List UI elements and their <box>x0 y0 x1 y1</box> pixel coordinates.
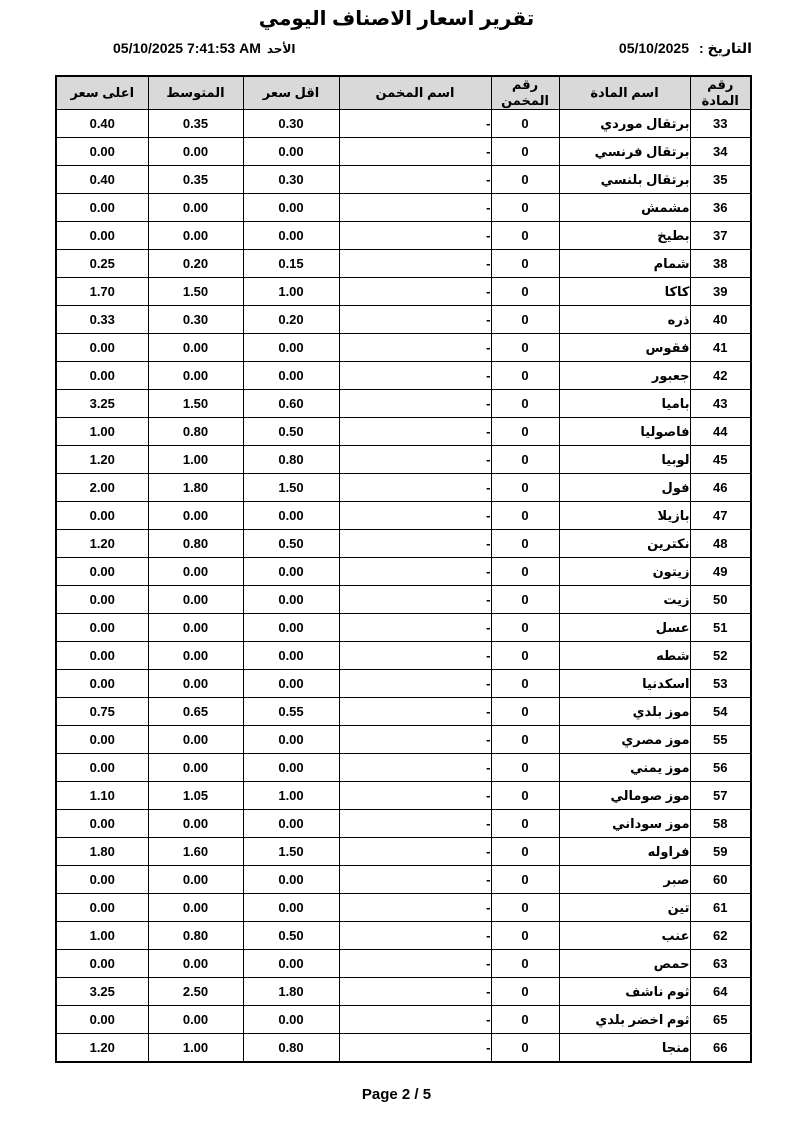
assessor-name-cell: - <box>339 642 491 670</box>
item-name-cell: شطه <box>559 642 690 670</box>
assessor-no-cell: 0 <box>491 558 559 586</box>
table-row <box>56 950 751 978</box>
item-no-cell: 66 <box>690 1034 751 1063</box>
max-price-cell: 0.40 <box>56 110 148 138</box>
max-price-cell: 0.00 <box>56 194 148 222</box>
item-name-cell: جعبور <box>559 362 690 390</box>
min-price-cell: 0.50 <box>243 922 339 950</box>
item-no-cell: 55 <box>690 726 751 754</box>
item-no-cell: 36 <box>690 194 751 222</box>
assessor-no-cell: 0 <box>491 334 559 362</box>
assessor-name-cell: - <box>339 698 491 726</box>
avg-price-cell: 0.00 <box>148 1006 243 1034</box>
date-label: التاريخ : <box>699 40 752 56</box>
table-row <box>56 810 751 838</box>
assessor-name-cell: - <box>339 110 491 138</box>
item-no-cell: 39 <box>690 278 751 306</box>
item-name-cell: تين <box>559 894 690 922</box>
item-name-cell: منجا <box>559 1034 690 1063</box>
max-price-cell: 0.00 <box>56 586 148 614</box>
min-price-cell: 0.00 <box>243 1006 339 1034</box>
max-price-cell: 0.00 <box>56 334 148 362</box>
assessor-name-cell: - <box>339 558 491 586</box>
assessor-name-cell: - <box>339 474 491 502</box>
assessor-name-cell: - <box>339 922 491 950</box>
assessor-no-cell: 0 <box>491 810 559 838</box>
header-item-name: اسم المادة <box>559 76 690 110</box>
assessor-no-cell: 0 <box>491 110 559 138</box>
price-table <box>55 75 752 1063</box>
max-price-cell: 0.00 <box>56 754 148 782</box>
avg-price-cell: 0.00 <box>148 614 243 642</box>
min-price-cell: 0.00 <box>243 950 339 978</box>
avg-price-cell: 0.00 <box>148 754 243 782</box>
avg-price-cell: 0.65 <box>148 698 243 726</box>
max-price-cell: 3.25 <box>56 978 148 1006</box>
max-price-cell: 0.00 <box>56 502 148 530</box>
item-name-cell: اسكدنيا <box>559 670 690 698</box>
assessor-no-cell: 0 <box>491 278 559 306</box>
item-name-cell: موز صومالي <box>559 782 690 810</box>
max-price-cell: 1.00 <box>56 922 148 950</box>
min-price-cell: 0.00 <box>243 334 339 362</box>
item-no-cell: 43 <box>690 390 751 418</box>
avg-price-cell: 1.05 <box>148 782 243 810</box>
assessor-no-cell: 0 <box>491 726 559 754</box>
assessor-name-cell: - <box>339 362 491 390</box>
min-price-cell: 1.00 <box>243 278 339 306</box>
item-no-cell: 50 <box>690 586 751 614</box>
item-name-cell: عسل <box>559 614 690 642</box>
print-datetime <box>113 40 296 56</box>
avg-price-cell: 0.00 <box>148 894 243 922</box>
min-price-cell: 0.15 <box>243 250 339 278</box>
avg-price-cell: 0.80 <box>148 418 243 446</box>
max-price-cell: 0.40 <box>56 166 148 194</box>
avg-price-cell: 0.35 <box>148 110 243 138</box>
header-assessor-no: رقم المخمن <box>491 76 559 110</box>
min-price-cell: 0.50 <box>243 530 339 558</box>
min-price-cell: 0.50 <box>243 418 339 446</box>
header-avg-price: المتوسط <box>148 76 243 110</box>
assessor-no-cell: 0 <box>491 782 559 810</box>
assessor-no-cell: 0 <box>491 866 559 894</box>
avg-price-cell: 0.80 <box>148 530 243 558</box>
date-row <box>0 40 793 60</box>
assessor-no-cell: 0 <box>491 922 559 950</box>
min-price-cell: 0.00 <box>243 894 339 922</box>
assessor-no-cell: 0 <box>491 670 559 698</box>
avg-price-cell: 0.00 <box>148 362 243 390</box>
avg-price-cell: 0.00 <box>148 726 243 754</box>
assessor-name-cell: - <box>339 950 491 978</box>
item-name-cell: موز مصري <box>559 726 690 754</box>
item-no-cell: 33 <box>690 110 751 138</box>
assessor-name-cell: - <box>339 586 491 614</box>
table-row <box>56 866 751 894</box>
item-no-cell: 40 <box>690 306 751 334</box>
avg-price-cell: 0.00 <box>148 222 243 250</box>
avg-price-cell: 1.00 <box>148 446 243 474</box>
avg-price-cell: 0.35 <box>148 166 243 194</box>
assessor-name-cell: - <box>339 306 491 334</box>
item-name-cell: فول <box>559 474 690 502</box>
item-name-cell: فقوس <box>559 334 690 362</box>
table-row <box>56 838 751 866</box>
min-price-cell: 0.00 <box>243 614 339 642</box>
item-name-cell: برتقال بلنسي <box>559 166 690 194</box>
header-min-price: اقل سعر <box>243 76 339 110</box>
assessor-no-cell: 0 <box>491 222 559 250</box>
item-name-cell: بازيلا <box>559 502 690 530</box>
max-price-cell: 0.00 <box>56 866 148 894</box>
max-price-cell: 0.00 <box>56 950 148 978</box>
table-row <box>56 614 751 642</box>
page-number: Page 2 / 5 <box>361 1086 432 1103</box>
item-no-cell: 59 <box>690 838 751 866</box>
table-row <box>56 250 751 278</box>
assessor-name-cell: - <box>339 978 491 1006</box>
min-price-cell: 0.80 <box>243 446 339 474</box>
max-price-cell: 1.00 <box>56 418 148 446</box>
table-row <box>56 558 751 586</box>
avg-price-cell: 0.00 <box>148 866 243 894</box>
table-row <box>56 446 751 474</box>
table-header-row <box>56 76 751 110</box>
date-value: 05/10/2025 <box>618 40 689 56</box>
item-name-cell: موز يمني <box>559 754 690 782</box>
weekday-label: الأحد <box>266 42 296 56</box>
item-no-cell: 56 <box>690 754 751 782</box>
table-row <box>56 642 751 670</box>
max-price-cell: 0.00 <box>56 614 148 642</box>
table-row <box>56 390 751 418</box>
assessor-no-cell: 0 <box>491 642 559 670</box>
avg-price-cell: 0.00 <box>148 642 243 670</box>
table-row <box>56 418 751 446</box>
avg-price-cell: 1.50 <box>148 278 243 306</box>
item-name-cell: مشمش <box>559 194 690 222</box>
item-name-cell: ذره <box>559 306 690 334</box>
min-price-cell: 0.30 <box>243 110 339 138</box>
table-row <box>56 306 751 334</box>
assessor-no-cell: 0 <box>491 474 559 502</box>
assessor-name-cell: - <box>339 866 491 894</box>
assessor-no-cell: 0 <box>491 530 559 558</box>
avg-price-cell: 1.60 <box>148 838 243 866</box>
assessor-no-cell: 0 <box>491 1034 559 1063</box>
max-price-cell: 0.00 <box>56 810 148 838</box>
max-price-cell: 0.00 <box>56 894 148 922</box>
avg-price-cell: 0.00 <box>148 558 243 586</box>
table-row <box>56 110 751 138</box>
avg-price-cell: 0.30 <box>148 306 243 334</box>
item-no-cell: 63 <box>690 950 751 978</box>
item-no-cell: 53 <box>690 670 751 698</box>
item-name-cell: موز بلدي <box>559 698 690 726</box>
min-price-cell: 0.60 <box>243 390 339 418</box>
header-max-price: اعلى سعر <box>56 76 148 110</box>
table-row <box>56 222 751 250</box>
assessor-name-cell: - <box>339 138 491 166</box>
assessor-name-cell: - <box>339 838 491 866</box>
min-price-cell: 0.00 <box>243 670 339 698</box>
min-price-cell: 0.00 <box>243 222 339 250</box>
min-price-cell: 0.00 <box>243 754 339 782</box>
min-price-cell: 0.00 <box>243 586 339 614</box>
item-no-cell: 57 <box>690 782 751 810</box>
item-no-cell: 37 <box>690 222 751 250</box>
item-name-cell: شمام <box>559 250 690 278</box>
item-no-cell: 51 <box>690 614 751 642</box>
item-name-cell: لوبيا <box>559 446 690 474</box>
min-price-cell: 0.00 <box>243 138 339 166</box>
table-row <box>56 334 751 362</box>
assessor-name-cell: - <box>339 726 491 754</box>
item-no-cell: 41 <box>690 334 751 362</box>
assessor-no-cell: 0 <box>491 754 559 782</box>
table-row <box>56 726 751 754</box>
assessor-name-cell: - <box>339 390 491 418</box>
max-price-cell: 0.00 <box>56 1006 148 1034</box>
min-price-cell: 1.80 <box>243 978 339 1006</box>
table-row <box>56 474 751 502</box>
min-price-cell: 0.00 <box>243 194 339 222</box>
item-name-cell: برتقال فرنسي <box>559 138 690 166</box>
assessor-name-cell: - <box>339 1034 491 1063</box>
assessor-name-cell: - <box>339 530 491 558</box>
assessor-name-cell: - <box>339 194 491 222</box>
item-name-cell: زيت <box>559 586 690 614</box>
max-price-cell: 0.00 <box>56 726 148 754</box>
assessor-name-cell: - <box>339 894 491 922</box>
avg-price-cell: 0.80 <box>148 922 243 950</box>
assessor-no-cell: 0 <box>491 418 559 446</box>
item-name-cell: حمص <box>559 950 690 978</box>
assessor-name-cell: - <box>339 810 491 838</box>
item-name-cell: بطيخ <box>559 222 690 250</box>
max-price-cell: 1.20 <box>56 530 148 558</box>
report-date <box>619 40 752 57</box>
item-no-cell: 38 <box>690 250 751 278</box>
assessor-no-cell: 0 <box>491 446 559 474</box>
max-price-cell: 1.20 <box>56 446 148 474</box>
item-name-cell: صبر <box>559 866 690 894</box>
assessor-name-cell: - <box>339 166 491 194</box>
page-title: تقرير اسعار الاصناف اليومي <box>258 8 535 30</box>
assessor-name-cell: - <box>339 754 491 782</box>
max-price-cell: 0.25 <box>56 250 148 278</box>
avg-price-cell: 1.50 <box>148 390 243 418</box>
max-price-cell: 0.75 <box>56 698 148 726</box>
avg-price-cell: 1.80 <box>148 474 243 502</box>
assessor-no-cell: 0 <box>491 586 559 614</box>
min-price-cell: 0.00 <box>243 726 339 754</box>
table-row <box>56 978 751 1006</box>
assessor-name-cell: - <box>339 334 491 362</box>
table-row <box>56 894 751 922</box>
min-price-cell: 0.00 <box>243 810 339 838</box>
item-no-cell: 34 <box>690 138 751 166</box>
max-price-cell: 1.70 <box>56 278 148 306</box>
table-row <box>56 166 751 194</box>
item-no-cell: 60 <box>690 866 751 894</box>
item-no-cell: 54 <box>690 698 751 726</box>
assessor-name-cell: - <box>339 418 491 446</box>
item-no-cell: 48 <box>690 530 751 558</box>
item-no-cell: 49 <box>690 558 751 586</box>
item-name-cell: ثوم ناشف <box>559 978 690 1006</box>
max-price-cell: 3.25 <box>56 390 148 418</box>
max-price-cell: 0.33 <box>56 306 148 334</box>
min-price-cell: 1.00 <box>243 782 339 810</box>
max-price-cell: 0.00 <box>56 558 148 586</box>
item-name-cell: باميا <box>559 390 690 418</box>
assessor-no-cell: 0 <box>491 166 559 194</box>
assessor-name-cell: - <box>339 222 491 250</box>
table-row <box>56 362 751 390</box>
max-price-cell: 0.00 <box>56 138 148 166</box>
avg-price-cell: 0.00 <box>148 810 243 838</box>
avg-price-cell: 0.00 <box>148 334 243 362</box>
datetime-value: 05/10/2025 7:41:53 AM <box>113 40 261 56</box>
assessor-no-cell: 0 <box>491 894 559 922</box>
min-price-cell: 1.50 <box>243 838 339 866</box>
assessor-no-cell: 0 <box>491 306 559 334</box>
assessor-name-cell: - <box>339 278 491 306</box>
item-name-cell: كاكا <box>559 278 690 306</box>
min-price-cell: 0.30 <box>243 166 339 194</box>
table-row <box>56 138 751 166</box>
item-no-cell: 47 <box>690 502 751 530</box>
item-no-cell: 42 <box>690 362 751 390</box>
item-name-cell: فاصوليا <box>559 418 690 446</box>
table-row <box>56 782 751 810</box>
item-name-cell: نكترين <box>559 530 690 558</box>
min-price-cell: 0.00 <box>243 642 339 670</box>
max-price-cell: 1.10 <box>56 782 148 810</box>
assessor-no-cell: 0 <box>491 138 559 166</box>
item-no-cell: 35 <box>690 166 751 194</box>
min-price-cell: 0.00 <box>243 362 339 390</box>
table-row <box>56 1006 751 1034</box>
assessor-name-cell: - <box>339 670 491 698</box>
min-price-cell: 0.20 <box>243 306 339 334</box>
assessor-no-cell: 0 <box>491 390 559 418</box>
assessor-name-cell: - <box>339 614 491 642</box>
item-no-cell: 58 <box>690 810 751 838</box>
max-price-cell: 2.00 <box>56 474 148 502</box>
max-price-cell: 1.80 <box>56 838 148 866</box>
avg-price-cell: 1.00 <box>148 1034 243 1063</box>
avg-price-cell: 0.00 <box>148 194 243 222</box>
assessor-no-cell: 0 <box>491 362 559 390</box>
header-item-no: رقم المادة <box>690 76 751 110</box>
avg-price-cell: 0.00 <box>148 950 243 978</box>
header-assessor-name: اسم المخمن <box>339 76 491 110</box>
table-row <box>56 1034 751 1063</box>
assessor-name-cell: - <box>339 446 491 474</box>
item-no-cell: 52 <box>690 642 751 670</box>
assessor-no-cell: 0 <box>491 698 559 726</box>
item-no-cell: 46 <box>690 474 751 502</box>
item-name-cell: فراوله <box>559 838 690 866</box>
min-price-cell: 0.80 <box>243 1034 339 1063</box>
min-price-cell: 0.00 <box>243 502 339 530</box>
assessor-no-cell: 0 <box>491 950 559 978</box>
assessor-no-cell: 0 <box>491 614 559 642</box>
min-price-cell: 0.00 <box>243 866 339 894</box>
avg-price-cell: 0.00 <box>148 502 243 530</box>
min-price-cell: 0.55 <box>243 698 339 726</box>
table-row <box>56 698 751 726</box>
table-row <box>56 922 751 950</box>
assessor-no-cell: 0 <box>491 978 559 1006</box>
avg-price-cell: 0.00 <box>148 670 243 698</box>
item-no-cell: 65 <box>690 1006 751 1034</box>
assessor-no-cell: 0 <box>491 838 559 866</box>
min-price-cell: 0.00 <box>243 558 339 586</box>
avg-price-cell: 0.20 <box>148 250 243 278</box>
item-no-cell: 64 <box>690 978 751 1006</box>
item-no-cell: 44 <box>690 418 751 446</box>
assessor-name-cell: - <box>339 250 491 278</box>
min-price-cell: 1.50 <box>243 474 339 502</box>
item-no-cell: 61 <box>690 894 751 922</box>
table-row <box>56 278 751 306</box>
item-name-cell: عنب <box>559 922 690 950</box>
assessor-name-cell: - <box>339 1006 491 1034</box>
avg-price-cell: 0.00 <box>148 586 243 614</box>
assessor-name-cell: - <box>339 782 491 810</box>
table-row <box>56 194 751 222</box>
assessor-name-cell: - <box>339 502 491 530</box>
table-row <box>56 530 751 558</box>
table-row <box>56 586 751 614</box>
item-no-cell: 62 <box>690 922 751 950</box>
assessor-no-cell: 0 <box>491 502 559 530</box>
max-price-cell: 0.00 <box>56 362 148 390</box>
item-no-cell: 45 <box>690 446 751 474</box>
assessor-no-cell: 0 <box>491 1006 559 1034</box>
table-row <box>56 754 751 782</box>
item-name-cell: موز سوداني <box>559 810 690 838</box>
item-name-cell: ثوم اخضر بلدي <box>559 1006 690 1034</box>
item-name-cell: زيتون <box>559 558 690 586</box>
assessor-no-cell: 0 <box>491 194 559 222</box>
avg-price-cell: 2.50 <box>148 978 243 1006</box>
avg-price-cell: 0.00 <box>148 138 243 166</box>
assessor-no-cell: 0 <box>491 250 559 278</box>
max-price-cell: 0.00 <box>56 222 148 250</box>
max-price-cell: 0.00 <box>56 670 148 698</box>
item-name-cell: برتقال موردي <box>559 110 690 138</box>
table-row <box>56 502 751 530</box>
max-price-cell: 1.20 <box>56 1034 148 1063</box>
table-row <box>56 670 751 698</box>
max-price-cell: 0.00 <box>56 642 148 670</box>
